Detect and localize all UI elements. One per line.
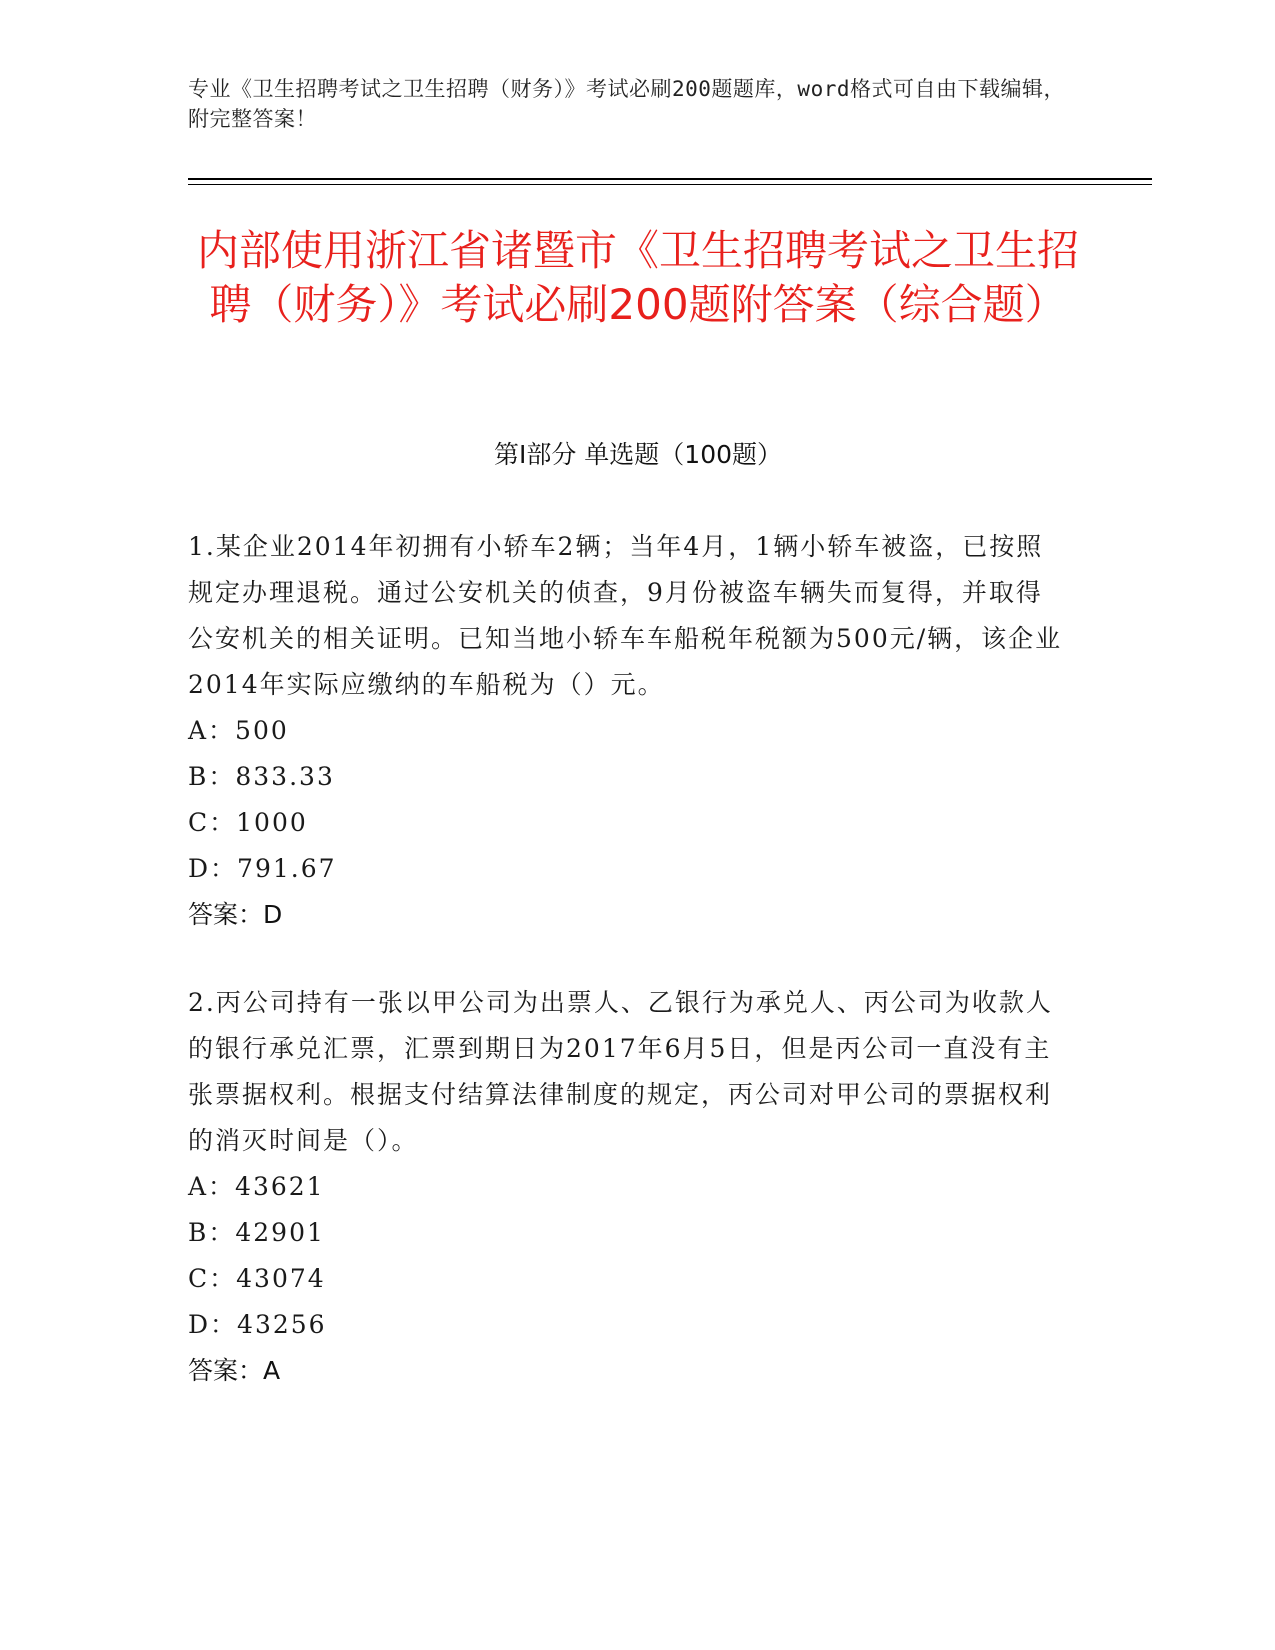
question-1 [188,524,1068,938]
option-c: C：1000 [188,808,308,837]
answer: 答案：A [188,1356,281,1385]
option-b: B：42901 [188,1218,325,1247]
document-title: 内部使用浙江省诸暨市《卫生招聘考试之卫生招聘（财务）》考试必刷200题附答案（综合题） [196,226,1079,329]
option-d: D：791.67 [188,854,337,883]
answer: 答案：D [188,900,283,929]
option-b: B：833.33 [188,762,335,791]
option-c: C：43074 [188,1264,326,1293]
header-divider-thin [188,184,1152,185]
question-2 [188,980,1068,1394]
header-note: 专业《卫生招聘考试之卫生招聘（财务）》考试必刷200题题库，word格式可自由下载编辑，附完整答案！ [188,77,1065,131]
option-a: A：500 [188,716,289,745]
option-a: A：43621 [188,1172,325,1201]
question-stem: 1.某企业2014年初拥有小轿车2辆；当年4月，1辆小轿车被盗，已按照规定办理退税。通过公安机关的侦查，9月份被盗车辆失而复得，并取得公安机关的相关证明。已知当地小轿车车船税年税额为500元/辆，该企业2014年实际应缴纳的车船税为（）元。 [188,532,1063,699]
header-divider-thick [188,178,1152,180]
option-d: D：43256 [188,1310,327,1339]
section-heading: 第I部分 单选题（100题） [493,440,783,469]
question-stem: 2.丙公司持有一张以甲公司为出票人、乙银行为承兑人、丙公司为收款人的银行承兑汇票，汇票到期日为2017年6月5日，但是丙公司一直没有主张票据权利。根据支付结算法律制度的规定，丙公司对甲公司的票据权利的消灭时间是（）。 [188,988,1053,1155]
